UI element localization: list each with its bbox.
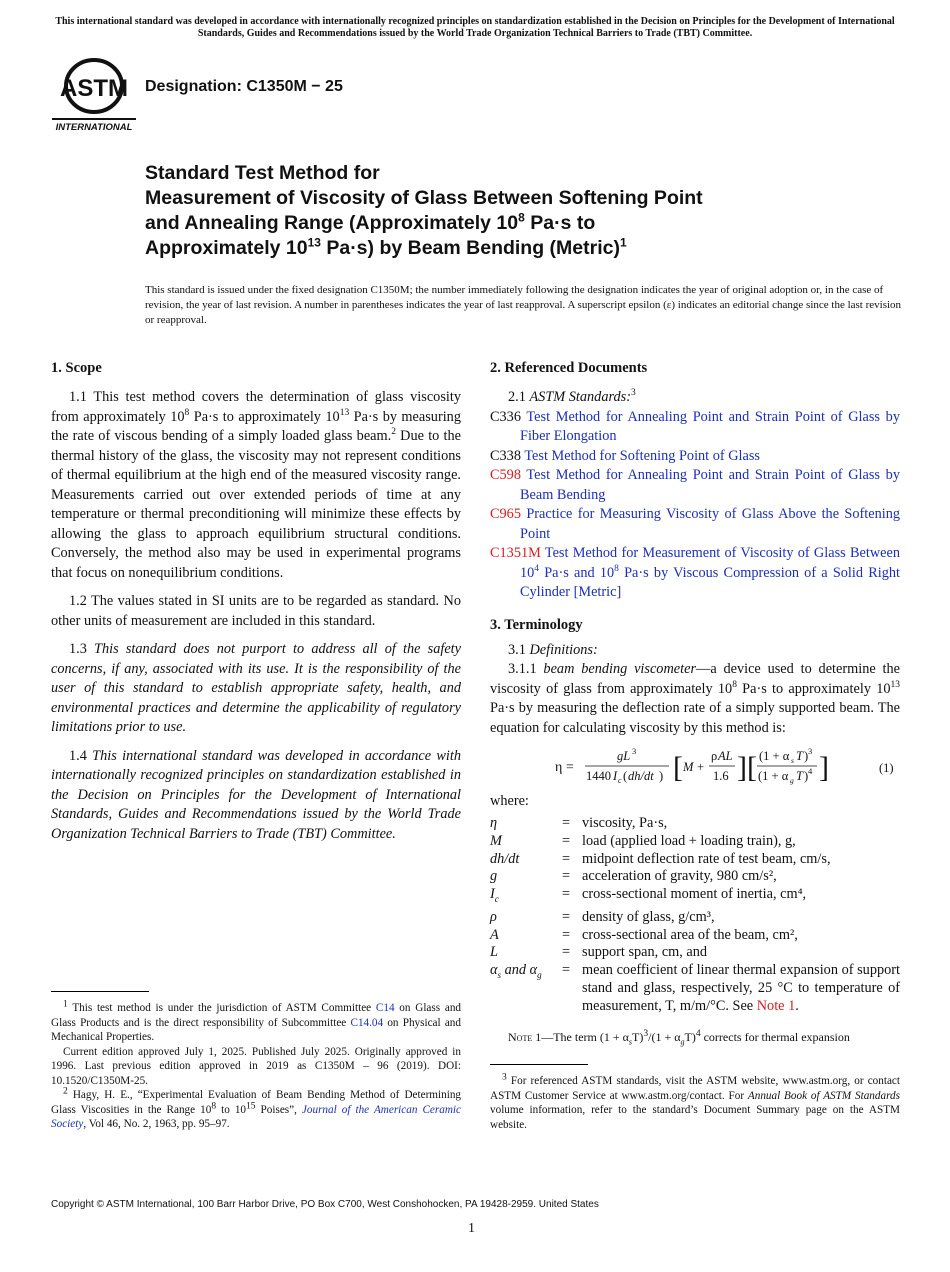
viscosity-equation	[555, 745, 900, 787]
variable-a: A = cross-sectional area of the beam, cm²,	[490, 926, 798, 943]
svg-text:T: T	[796, 749, 803, 763]
svg-text:): )	[659, 769, 664, 783]
variable-m: M = load (applied load + loading train), g,	[490, 832, 796, 849]
referenced-list	[490, 408, 900, 545]
footnotes-right	[490, 1074, 900, 1132]
svg-text:dh/dt: dh/dt	[628, 769, 654, 783]
svg-text:): )	[804, 749, 809, 763]
svg-text:AL: AL	[718, 749, 733, 763]
variable-l: L = support span, cm, and	[490, 944, 708, 961]
footnote-ref-2: 2	[391, 427, 396, 438]
edition-info: Current edition approved July 1, 2025. Published July 2025. Originally approved in 1996. Last previous edition approved in 2019 as C1350M – 96 (2019). DOI: 10.1520/C1350M-25.	[51, 1045, 461, 1087]
ref-item-c598[interactable]	[490, 466, 900, 505]
title-line-2: Measurement of Viscosity of Glass Between Softening Point	[145, 187, 703, 209]
variable-g: g = acceleration of gravity, 980 cm/s²,	[490, 868, 777, 885]
astm-standards-sub: 2.1 ASTM Standards:$^3$	[508, 388, 636, 405]
equation-number: (1)	[879, 761, 894, 775]
footnote-rule-right	[490, 1064, 588, 1065]
where-label: where:	[490, 793, 529, 809]
svg-text:T: T	[796, 769, 803, 783]
scope-heading: 1. Scope	[51, 360, 102, 376]
copyright: Copyright © ASTM International, 100 Barr Harbor Drive, PO Box C700, West Conshohocken, PA 19428-2959. United States	[51, 1199, 599, 1210]
ref-code[interactable]: C598	[490, 467, 521, 483]
definition-3-1-1: 3.1.1 beam bending viscometer—a device used to determine the viscosity of glass from approximately $10^8$ Pa·s to approximately $10^{13}$ Pa·s by measuring the deflection rate of a simply supported beam. The equation for calculating viscosity by this method is:	[490, 661, 900, 736]
variable-alpha: $\alpha_s$ and $\alpha_g$ = mean coefficient of linear thermal expansion of support stand and glass, respectively, 25 °C to temperature of measurement, T, m/m/°C. See Note 1.	[490, 962, 900, 1014]
header-notice: This international standard was developed in accordance with internationally recognized principles on standardization established in the Decision on Principles for the Development of International Standards, Guides and Recommendations issued by the World Trade Organization Technical Barriers to Trade (TBT) Committee.	[55, 16, 895, 39]
variable-eta: η = viscosity, Pa·s,	[490, 815, 668, 831]
right-column	[490, 358, 900, 738]
logo-caption: INTERNATIONAL	[55, 122, 133, 132]
subcommittee-link[interactable]: C14.04	[350, 1016, 384, 1029]
title-footnote-ref: 1	[619, 235, 627, 250]
variable-dhdt: dh/dt = midpoint deflection rate of test beam, cm/s,	[490, 850, 831, 867]
definitions-sub: 3.1 Definitions:	[508, 641, 598, 658]
svg-text:): )	[804, 769, 809, 783]
title-line-1: Standard Test Method for	[145, 162, 380, 184]
scope-1-4: 1.4 This international standard was developed in accordance with internationally recognized principles on standardization established in the Decision on Principles for the Development of International Standards, Guides and Recommendations issued by the World Trade Organization Technical Barriers to Trade (TBT) Committee.	[51, 747, 461, 842]
svg-text:[: [	[747, 751, 757, 784]
referenced-heading: 2. Referenced Documents	[490, 360, 648, 376]
svg-text:4: 4	[808, 766, 813, 776]
footnotes-left	[51, 1001, 461, 1132]
astm-logo	[52, 56, 136, 132]
svg-text:1.6: 1.6	[713, 769, 729, 783]
scope-1-3: 1.3 This standard does not purport to address all of the safety concerns, if any, associated with its use. It is the responsibility of the user of this standard to establish appropriate safety, health, and environmental practices and determine the applicability of regulatory limitations prior to use.	[51, 641, 461, 735]
variable-rho: ρ = density of glass, g/cm³,	[490, 908, 715, 925]
document-title	[145, 161, 865, 261]
scope-1-2: 1.2 The values stated in SI units are to be regarded as standard. No other units of measurement are included in this standard.	[51, 593, 461, 629]
svg-text:3: 3	[808, 746, 813, 756]
svg-text:[: [	[673, 751, 683, 784]
svg-text:g: g	[790, 776, 794, 785]
svg-text:(1 + α: (1 + α	[758, 769, 789, 783]
svg-text:]: ]	[819, 751, 829, 784]
ref-item-c338[interactable]	[490, 447, 900, 467]
svg-text:(1 + α: (1 + α	[759, 749, 790, 763]
svg-text:]: ]	[737, 751, 747, 784]
ref-title-link[interactable]: Test Method for Annealing Point and Strain Point of Glass by Beam Bending	[520, 467, 900, 503]
footnote-2: $^2$ Hagy, H. E., “Experimental Evaluation of Beam Bending Method of Determining Glass Viscosities in the Range $10^8$ to $10^{15}$ Poises”, Journal of the American Ceramic Society, Vol 46, No. 2, 1963, pp. 95–97.	[51, 1086, 462, 1130]
svg-text:M: M	[683, 760, 694, 774]
ref-title-link[interactable]: Test Method for Annealing Point and Strain Point of Glass by Fiber Elongation	[520, 408, 900, 444]
svg-text:+: +	[697, 760, 705, 774]
footnote-rule-left	[51, 991, 149, 992]
terminology-heading: 3. Terminology	[490, 616, 583, 633]
svg-text:(: (	[623, 769, 628, 783]
svg-text:ρ: ρ	[711, 749, 718, 763]
variable-ic: $I_c$ = cross-sectional moment of inertia, cm⁴,	[490, 886, 807, 905]
issued-statement: This standard is issued under the fixed designation C1350M; the number immediately following the designation indicates the year of original adoption or, in the case of revision, the year of last revision. A number in parentheses indicates the year of last reapproval. A superscript epsilon (ε) indicates an editorial change since the last revision or reapproval.	[145, 284, 902, 326]
page-number: 1	[468, 1221, 475, 1236]
svg-text:I: I	[613, 769, 618, 783]
title-line-4: Approximately $10^{13}$ Pa·s) by Beam Bending (Metric)$^1$	[145, 235, 627, 259]
left-column	[51, 358, 461, 853]
svg-text:gL: gL	[617, 749, 631, 763]
committee-c14-link[interactable]: C14	[375, 1002, 395, 1014]
title-line-3: and Annealing Range (Approximately $10^8$ Pa·s to	[145, 210, 596, 234]
ref-code[interactable]: C338	[490, 447, 521, 464]
footnote-3: $^3$ For referenced ASTM standards, visit the ASTM website, www.astm.org, or contact ASTM Customer Service at www.astm.org/contact. For Annual Book of ASTM Standards volume information, refer to the standard’s Document Summary page on the ASTM website.	[490, 1072, 900, 1131]
note-1-link[interactable]: Note 1	[756, 997, 796, 1014]
svg-text:1440: 1440	[586, 769, 611, 783]
logo-letters: ASTM	[60, 75, 128, 102]
note-1: Note 1—The term $(1 + \alpha_sT)^3/(1 + \alpha_gT)^4$ corrects for thermal expansion	[508, 1029, 850, 1047]
journal-link[interactable]: Journal of the American Ceramic Society	[51, 1103, 461, 1130]
scope-1-1: 1.1 This test method covers the determination of glass viscosity from approximately $10^8$ Pa·s to approximately $10^{13}$ Pa·s by measuring the rate of viscous bending of a simply loaded glass beam.$^2$ Due to the thermal history of the glass, the viscosity may not represent conditions of thermal equilibrium at the high end of the measured viscosity range. Measurements carried out over extended periods of time at any temperature or thermal preconditioning will minimize these effects by allowing the glass to approach equilibrium structural conditions. Conversely, the method also may be used in experimental programs that focus on nonequilibrium conditions.	[51, 389, 461, 581]
ref-item-c1351m[interactable]: C1351M Test Method for Measurement of Viscosity of Glass Between $10^4$ Pa·s and $10^8$ Pa·s by Viscous Compression of a Solid Right Cylinder [Metric]	[490, 545, 900, 600]
ref-title-link[interactable]: Practice for Measuring Viscosity of Glass Above the Softening Point	[520, 506, 900, 542]
ref-item-c336[interactable]	[490, 408, 900, 447]
variables-list	[490, 815, 900, 1016]
svg-text:s: s	[791, 756, 794, 765]
svg-text:c: c	[618, 776, 622, 785]
ref-code[interactable]: C336	[490, 408, 521, 425]
designation: Designation: C1350M − 25	[145, 78, 343, 95]
svg-text:3: 3	[632, 746, 637, 756]
ref-code[interactable]: C965	[490, 506, 521, 522]
ref-title-link[interactable]: Test Method for Softening Point of Glass	[524, 447, 760, 464]
ref-item-c965[interactable]	[490, 505, 900, 544]
svg-text:η =: η =	[555, 760, 574, 775]
footnote-1: $^1$ This test method is under the jurisdiction of ASTM Committee C14 on Glass and Glass Products and is the direct responsibility of Subcommittee C14.04 on Physical and Mechanical Properties.	[51, 999, 462, 1043]
